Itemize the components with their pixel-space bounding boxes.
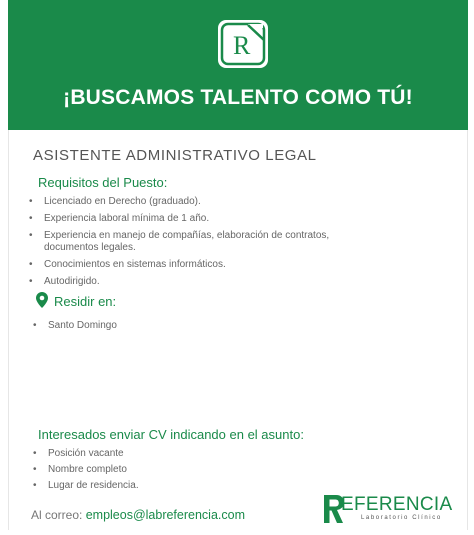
email-label: Al correo: bbox=[31, 508, 83, 522]
requirements-heading: Requisitos del Puesto: bbox=[38, 175, 168, 190]
apply-list bbox=[33, 448, 139, 492]
residence-heading: Residir en: bbox=[54, 294, 117, 309]
brand-logo bbox=[321, 493, 451, 527]
list-item: • Experiencia en manejo de compañías, elaboración de contratos, bbox=[29, 230, 329, 242]
list-item: • Licenciado en Derecho (graduado). bbox=[29, 196, 329, 208]
residence-list bbox=[33, 320, 117, 332]
apply-heading: Interesados enviar CV indicando en el asunto: bbox=[38, 427, 304, 442]
list-item: • Posición vacante bbox=[33, 448, 139, 460]
requirements-list bbox=[29, 196, 329, 288]
logo-letter: R bbox=[233, 31, 251, 60]
list-item: • Santo Domingo bbox=[33, 320, 117, 332]
brand-name: EFERENCIA bbox=[341, 494, 453, 515]
email-link[interactable]: empleos@labreferencia.com bbox=[85, 508, 245, 522]
page-headline: ¡BUSCAMOS TALENTO COMO TÚ! bbox=[63, 86, 413, 109]
header-banner bbox=[8, 0, 468, 130]
list-item: • Lugar de residencia. bbox=[33, 480, 139, 492]
list-item: • Conocimientos en sistemas informáticos. bbox=[29, 259, 329, 271]
logo-r-icon bbox=[218, 20, 268, 68]
location-pin-icon bbox=[36, 292, 48, 308]
list-item: • Autodirigido. bbox=[29, 276, 329, 288]
brand-subtitle: Laboratorio Clínico bbox=[361, 515, 442, 521]
list-item: • Nombre completo bbox=[33, 464, 139, 476]
job-title: ASISTENTE ADMINISTRATIVO LEGAL bbox=[33, 147, 317, 164]
list-item-continuation: documentos legales. bbox=[44, 242, 136, 253]
email-line bbox=[31, 508, 245, 522]
list-item: • Experiencia laboral mínima de 1 año. bbox=[29, 213, 329, 225]
